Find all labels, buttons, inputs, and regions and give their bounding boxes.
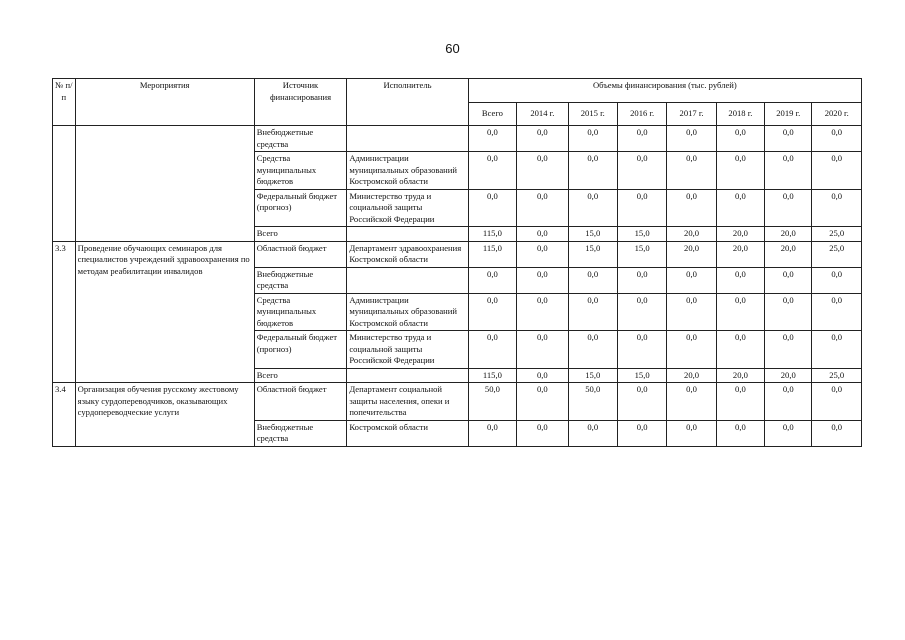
value-cell: 0,0 (468, 189, 516, 227)
value-cell: 0,0 (468, 331, 516, 369)
value-cell: 0,0 (517, 368, 568, 383)
value-cell: 0,0 (667, 420, 716, 446)
value-cell: 20,0 (765, 241, 812, 267)
value-cell: 15,0 (617, 227, 666, 242)
source-cell: Средства муниципальных бюджетов (254, 152, 347, 190)
financing-table (52, 78, 862, 447)
value-cell: 0,0 (617, 152, 666, 190)
value-cell: 0,0 (468, 126, 516, 152)
item-num-cell: 3.4 (53, 383, 76, 447)
executor-cell: Департамент здравоохранения Костромской области (347, 241, 468, 267)
value-cell: 0,0 (812, 420, 862, 446)
value-cell: 20,0 (716, 227, 764, 242)
item-num-cell: 3.3 (53, 241, 76, 383)
value-cell: 0,0 (568, 189, 617, 227)
value-cell: 0,0 (765, 126, 812, 152)
value-cell: 15,0 (617, 241, 666, 267)
value-cell: 0,0 (667, 267, 716, 293)
value-cell: 115,0 (468, 241, 516, 267)
value-cell: 0,0 (667, 189, 716, 227)
value-cell: 25,0 (812, 368, 862, 383)
executor-cell (347, 227, 468, 242)
value-cell: 0,0 (667, 383, 716, 421)
year-header: 2017 г. (667, 102, 716, 126)
value-cell: 0,0 (716, 383, 764, 421)
value-cell: 0,0 (517, 267, 568, 293)
value-cell: 0,0 (716, 331, 764, 369)
value-cell: 0,0 (765, 383, 812, 421)
value-cell: 50,0 (568, 383, 617, 421)
source-cell: Внебюджетные средства (254, 420, 347, 446)
year-header: 2015 г. (568, 102, 617, 126)
value-cell: 0,0 (568, 331, 617, 369)
value-cell: 0,0 (765, 420, 812, 446)
value-cell: 0,0 (765, 152, 812, 190)
source-cell: Федеральный бюджет (прогноз) (254, 331, 347, 369)
header-row (53, 79, 862, 103)
table-row (53, 241, 862, 267)
value-cell: 0,0 (617, 331, 666, 369)
value-cell: 20,0 (667, 241, 716, 267)
year-header: Всего (468, 102, 516, 126)
header-volumes: Объемы финансирования (тыс. рублей) (468, 79, 861, 103)
source-cell: Федеральный бюджет (прогноз) (254, 189, 347, 227)
value-cell: 0,0 (765, 331, 812, 369)
header-measure: Мероприятия (75, 79, 254, 126)
value-cell: 0,0 (812, 189, 862, 227)
source-cell: Областной бюджет (254, 383, 347, 421)
value-cell: 0,0 (568, 267, 617, 293)
value-cell: 0,0 (517, 420, 568, 446)
value-cell: 0,0 (667, 126, 716, 152)
value-cell: 0,0 (617, 126, 666, 152)
value-cell: 115,0 (468, 368, 516, 383)
source-cell: Всего (254, 227, 347, 242)
value-cell: 20,0 (765, 227, 812, 242)
value-cell: 15,0 (617, 368, 666, 383)
value-cell: 20,0 (716, 368, 764, 383)
executor-cell (347, 368, 468, 383)
value-cell: 20,0 (667, 227, 716, 242)
year-header: 2019 г. (765, 102, 812, 126)
value-cell: 0,0 (568, 420, 617, 446)
header-executor: Исполнитель (347, 79, 468, 126)
header-num: № п/п (53, 79, 76, 126)
value-cell: 50,0 (468, 383, 516, 421)
value-cell: 0,0 (765, 267, 812, 293)
value-cell: 0,0 (568, 126, 617, 152)
value-cell: 115,0 (468, 227, 516, 242)
value-cell: 0,0 (716, 152, 764, 190)
item-name-cell: Организация обучения русскому жестовому языку сурдопереводчиков, оказывающих сурдопереводческие услуги (75, 383, 254, 447)
value-cell: 0,0 (517, 227, 568, 242)
item-name-cell: Проведение обучающих семинаров для специалистов учреждений здравоохранения по методам реабилитации инвалидов (75, 241, 254, 383)
value-cell: 0,0 (517, 241, 568, 267)
source-cell: Областной бюджет (254, 241, 347, 267)
page-number: 60 (445, 41, 460, 56)
value-cell: 0,0 (517, 383, 568, 421)
value-cell: 20,0 (765, 368, 812, 383)
value-cell: 0,0 (812, 152, 862, 190)
value-cell: 0,0 (812, 383, 862, 421)
value-cell: 0,0 (468, 293, 516, 331)
value-cell: 0,0 (667, 152, 716, 190)
value-cell: 0,0 (617, 189, 666, 227)
value-cell: 0,0 (716, 420, 764, 446)
value-cell: 0,0 (517, 152, 568, 190)
executor-cell: Департамент социальной защиты населения, опеки и попечительства (347, 383, 468, 421)
value-cell: 15,0 (568, 241, 617, 267)
value-cell: 0,0 (716, 126, 764, 152)
value-cell: 0,0 (617, 267, 666, 293)
value-cell: 0,0 (517, 293, 568, 331)
value-cell: 0,0 (812, 267, 862, 293)
value-cell: 0,0 (468, 267, 516, 293)
executor-cell: Министерство труда и социальной защиты Российской Федерации (347, 189, 468, 227)
header-source: Источник финансирования (254, 79, 347, 126)
executor-cell: Администрации муниципальных образований Костромской области (347, 152, 468, 190)
value-cell: 0,0 (765, 189, 812, 227)
value-cell: 0,0 (812, 126, 862, 152)
year-header: 2020 г. (812, 102, 862, 126)
value-cell: 0,0 (517, 331, 568, 369)
value-cell: 0,0 (667, 293, 716, 331)
year-header: 2014 г. (517, 102, 568, 126)
table-row (53, 126, 862, 152)
executor-cell (347, 267, 468, 293)
executor-cell: Министерство труда и социальной защиты Российской Федерации (347, 331, 468, 369)
value-cell: 0,0 (765, 293, 812, 331)
value-cell: 0,0 (716, 189, 764, 227)
source-cell: Всего (254, 368, 347, 383)
value-cell: 25,0 (812, 241, 862, 267)
source-cell: Средства муниципальных бюджетов (254, 293, 347, 331)
value-cell: 0,0 (468, 152, 516, 190)
year-header: 2018 г. (716, 102, 764, 126)
value-cell: 0,0 (568, 293, 617, 331)
value-cell: 0,0 (716, 267, 764, 293)
value-cell: 0,0 (617, 383, 666, 421)
source-cell: Внебюджетные средства (254, 126, 347, 152)
item-name-cell (75, 126, 254, 242)
value-cell: 0,0 (812, 293, 862, 331)
value-cell: 0,0 (568, 152, 617, 190)
value-cell: 0,0 (667, 331, 716, 369)
executor-cell (347, 126, 468, 152)
value-cell: 15,0 (568, 368, 617, 383)
value-cell: 0,0 (468, 420, 516, 446)
value-cell: 0,0 (716, 293, 764, 331)
value-cell: 0,0 (617, 293, 666, 331)
value-cell: 0,0 (517, 189, 568, 227)
table-body (53, 126, 862, 447)
value-cell: 15,0 (568, 227, 617, 242)
executor-cell: Костромской области (347, 420, 468, 446)
value-cell: 20,0 (716, 241, 764, 267)
source-cell: Внебюджетные средства (254, 267, 347, 293)
value-cell: 25,0 (812, 227, 862, 242)
value-cell: 20,0 (667, 368, 716, 383)
year-header: 2016 г. (617, 102, 666, 126)
value-cell: 0,0 (517, 126, 568, 152)
value-cell: 0,0 (812, 331, 862, 369)
value-cell: 0,0 (617, 420, 666, 446)
item-num-cell (53, 126, 76, 242)
executor-cell: Администрации муниципальных образований Костромской области (347, 293, 468, 331)
table-row (53, 383, 862, 421)
